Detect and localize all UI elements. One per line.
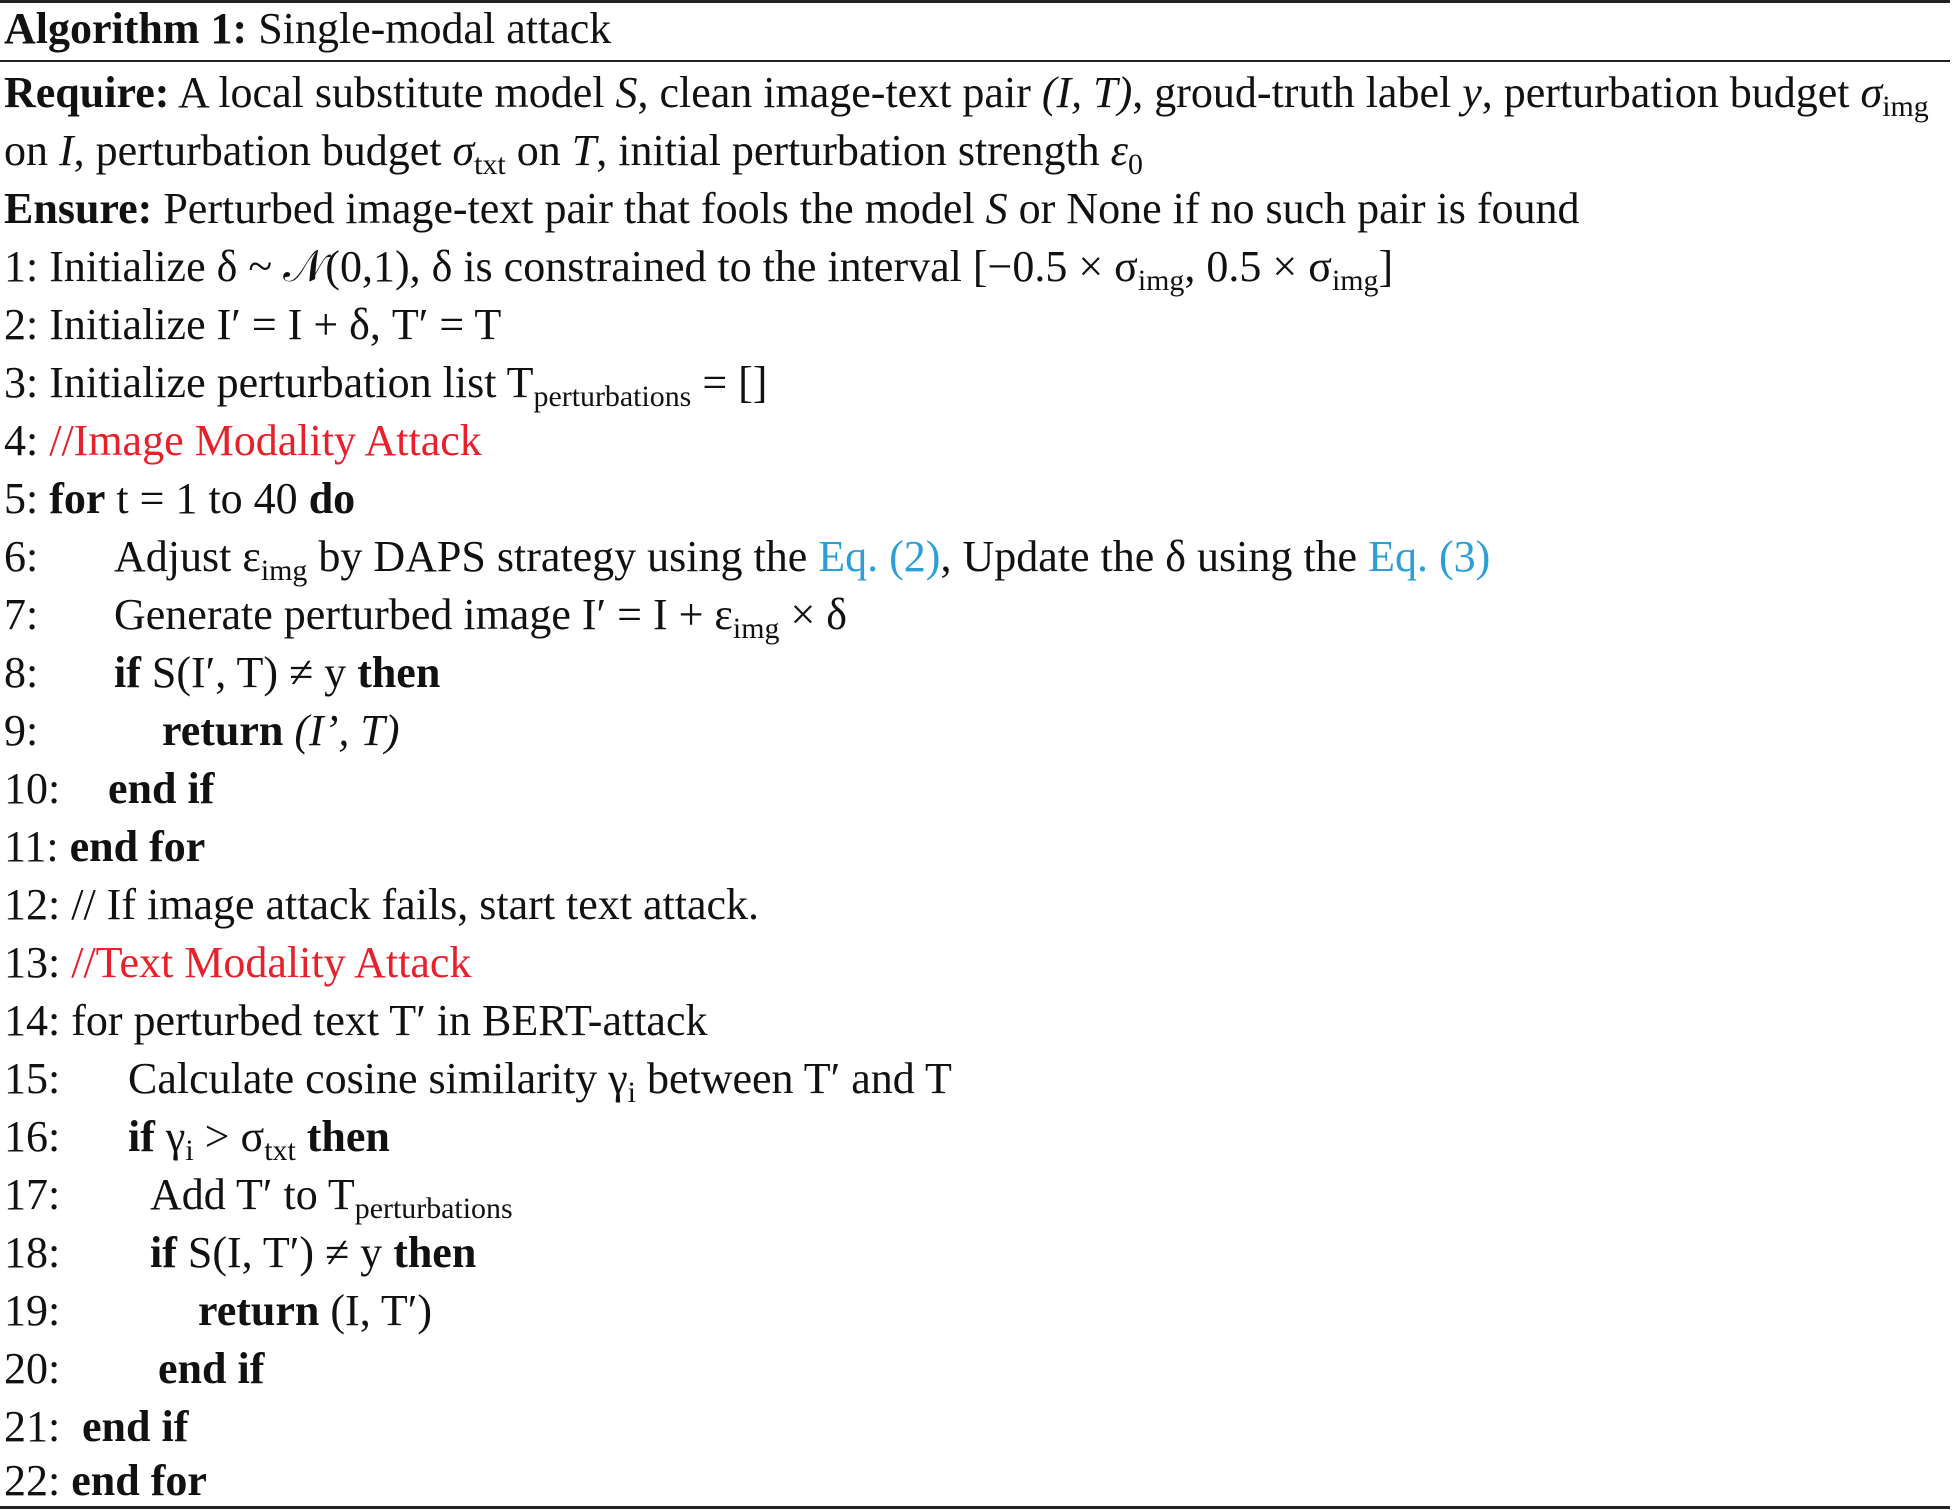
line-text: Initialize δ ~ 𝒩(0,1), δ is constrained to the interval [−0.5 × σ — [38, 242, 1138, 291]
algo-line-5 — [4, 470, 1950, 528]
line-text: ] — [1378, 242, 1394, 291]
line-number: 17: — [4, 1170, 61, 1219]
line-number: 3: — [4, 358, 39, 407]
line-sub: img — [732, 611, 780, 645]
line-keyword: if — [114, 648, 141, 697]
algo-line-9 — [4, 702, 1950, 760]
line-number: 20: — [4, 1344, 61, 1393]
require-text: , perturbation budget — [73, 126, 453, 175]
require-text: , clean image-text pair — [637, 68, 1042, 117]
require-text: , initial perturbation strength — [596, 126, 1111, 175]
require-sub: img — [1882, 89, 1929, 123]
line-text: S(I′, T) ≠ y — [140, 648, 358, 697]
line-keyword: if — [128, 1112, 155, 1161]
algo-line-2 — [4, 296, 1950, 354]
line-text: = [] — [691, 358, 768, 407]
line-keyword: end for — [71, 1456, 207, 1505]
algo-line-4 — [4, 412, 1950, 470]
line-number: 10: — [4, 764, 61, 813]
line-text: Initialize perturbation list T — [38, 358, 534, 407]
line-text: t = 1 to 40 — [105, 474, 309, 523]
line-text: Adjust ε — [114, 532, 261, 581]
line-text: Initialize I′ = I + δ, T′ = T — [38, 300, 502, 349]
algo-line-18 — [4, 1224, 1950, 1282]
line-text: for perturbed text T′ in BERT-attack — [60, 996, 708, 1045]
require-sub: 0 — [1128, 147, 1143, 181]
line-text: Generate perturbed image I′ = I + ε — [114, 590, 733, 639]
line-comment: //Text Modality Attack — [60, 938, 472, 987]
algo-line-14 — [4, 992, 1950, 1050]
algorithm-label: Algorithm 1: — [4, 4, 248, 53]
line-text: (I’, T) — [283, 706, 400, 755]
line-text: by DAPS strategy using the — [307, 532, 819, 581]
algo-line-15 — [4, 1050, 1950, 1108]
algo-line-6 — [4, 528, 1950, 586]
line-keyword: return — [162, 706, 284, 755]
require-var: ε — [1110, 126, 1129, 175]
line-number: 13: — [4, 938, 61, 987]
line-text: γ — [154, 1112, 186, 1161]
line-sub: img — [1331, 263, 1379, 297]
line-keyword: then — [357, 648, 441, 697]
line-number: 14: — [4, 996, 61, 1045]
line-number: 19: — [4, 1286, 61, 1335]
algo-line-16 — [4, 1108, 1950, 1166]
ensure-label: Ensure: — [4, 184, 153, 233]
line-text: × δ — [779, 590, 847, 639]
ensure-text: Perturbed image-text pair that fools the model — [163, 184, 986, 233]
line-number: 18: — [4, 1228, 61, 1277]
line-text: , 0.5 × σ — [1184, 242, 1332, 291]
algo-line-13 — [4, 934, 1950, 992]
ensure-text: or None if no such pair is found — [1007, 184, 1580, 233]
equation-link[interactable]: Eq. (3) — [1368, 532, 1491, 581]
require-text: on — [505, 126, 572, 175]
line-keyword: end for — [69, 822, 206, 871]
require-var: σ — [452, 126, 475, 175]
line-sub: i — [627, 1075, 636, 1109]
line-number: 4: — [4, 416, 39, 465]
line-sub: img — [260, 553, 308, 587]
algo-line-21 — [4, 1398, 1950, 1456]
require-sub: txt — [474, 147, 506, 181]
line-sub: perturbations — [533, 379, 692, 413]
ensure-var: S — [985, 184, 1008, 233]
require-text: , perturbation budget — [1481, 68, 1861, 117]
line-number: 21: — [4, 1402, 61, 1451]
algo-line-11 — [4, 818, 1950, 876]
require-label: Require: — [4, 68, 170, 117]
line-keyword: do — [308, 474, 356, 523]
line-number: 2: — [4, 300, 39, 349]
ensure-line — [4, 180, 1950, 238]
bottom-rule — [0, 1506, 1950, 1509]
line-number: 15: — [4, 1054, 61, 1103]
line-number: 9: — [4, 706, 39, 755]
algo-line-10 — [4, 760, 1950, 818]
require-text: on — [4, 126, 59, 175]
algorithm-title: Single-modal attack — [258, 4, 612, 53]
require-block — [4, 64, 1950, 180]
equation-link[interactable]: Eq. (2) — [818, 532, 941, 581]
line-keyword: then — [393, 1228, 477, 1277]
require-var: σ — [1860, 68, 1883, 117]
line-text: > σ — [193, 1112, 265, 1161]
line-keyword: then — [295, 1112, 390, 1161]
caption-rule — [0, 60, 1950, 62]
algo-line-12 — [4, 876, 1950, 934]
line-text: , Update the δ using the — [940, 532, 1369, 581]
line-number: 7: — [4, 590, 39, 639]
line-number: 16: — [4, 1112, 61, 1161]
line-text: // If image attack fails, start text attack. — [60, 880, 760, 929]
require-var: T — [571, 126, 597, 175]
line-text: Calculate cosine similarity γ — [128, 1054, 628, 1103]
line-text: between T′ and T — [635, 1054, 952, 1103]
algo-line-8 — [4, 644, 1950, 702]
line-text: S(I, T′) ≠ y — [176, 1228, 394, 1277]
line-number: 5: — [4, 474, 39, 523]
algorithm-caption — [4, 0, 1950, 58]
line-keyword: end if — [108, 764, 215, 813]
require-text: , groud-truth label — [1132, 68, 1463, 117]
require-text: A local substitute model — [177, 68, 616, 117]
require-var: (I, T) — [1041, 68, 1133, 117]
line-keyword: return — [198, 1286, 320, 1335]
line-number: 1: — [4, 242, 39, 291]
line-number: 6: — [4, 532, 39, 581]
line-sub: img — [1137, 263, 1185, 297]
algo-line-17 — [4, 1166, 1950, 1224]
algo-line-20 — [4, 1340, 1950, 1398]
line-keyword: if — [150, 1228, 177, 1277]
line-sub: perturbations — [354, 1191, 513, 1225]
algo-line-7 — [4, 586, 1950, 644]
line-keyword: end if — [82, 1402, 189, 1451]
line-keyword: end if — [158, 1344, 265, 1393]
line-number: 11: — [4, 822, 59, 871]
line-comment: //Image Modality Attack — [38, 416, 482, 465]
algo-line-1 — [4, 238, 1950, 296]
line-number: 8: — [4, 648, 39, 697]
require-var: S — [615, 68, 638, 117]
algo-line-19 — [4, 1282, 1950, 1340]
require-var: y — [1462, 68, 1482, 117]
line-number: 12: — [4, 880, 61, 929]
algo-line-22 — [4, 1452, 1950, 1510]
line-text: Add T′ to T — [150, 1170, 355, 1219]
line-keyword: for — [49, 474, 106, 523]
line-sub: i — [185, 1133, 194, 1167]
require-var: I — [59, 126, 74, 175]
algo-line-3 — [4, 354, 1950, 412]
line-text: (I, T′) — [319, 1286, 433, 1335]
line-sub: txt — [264, 1133, 296, 1167]
line-number: 22: — [4, 1456, 61, 1505]
